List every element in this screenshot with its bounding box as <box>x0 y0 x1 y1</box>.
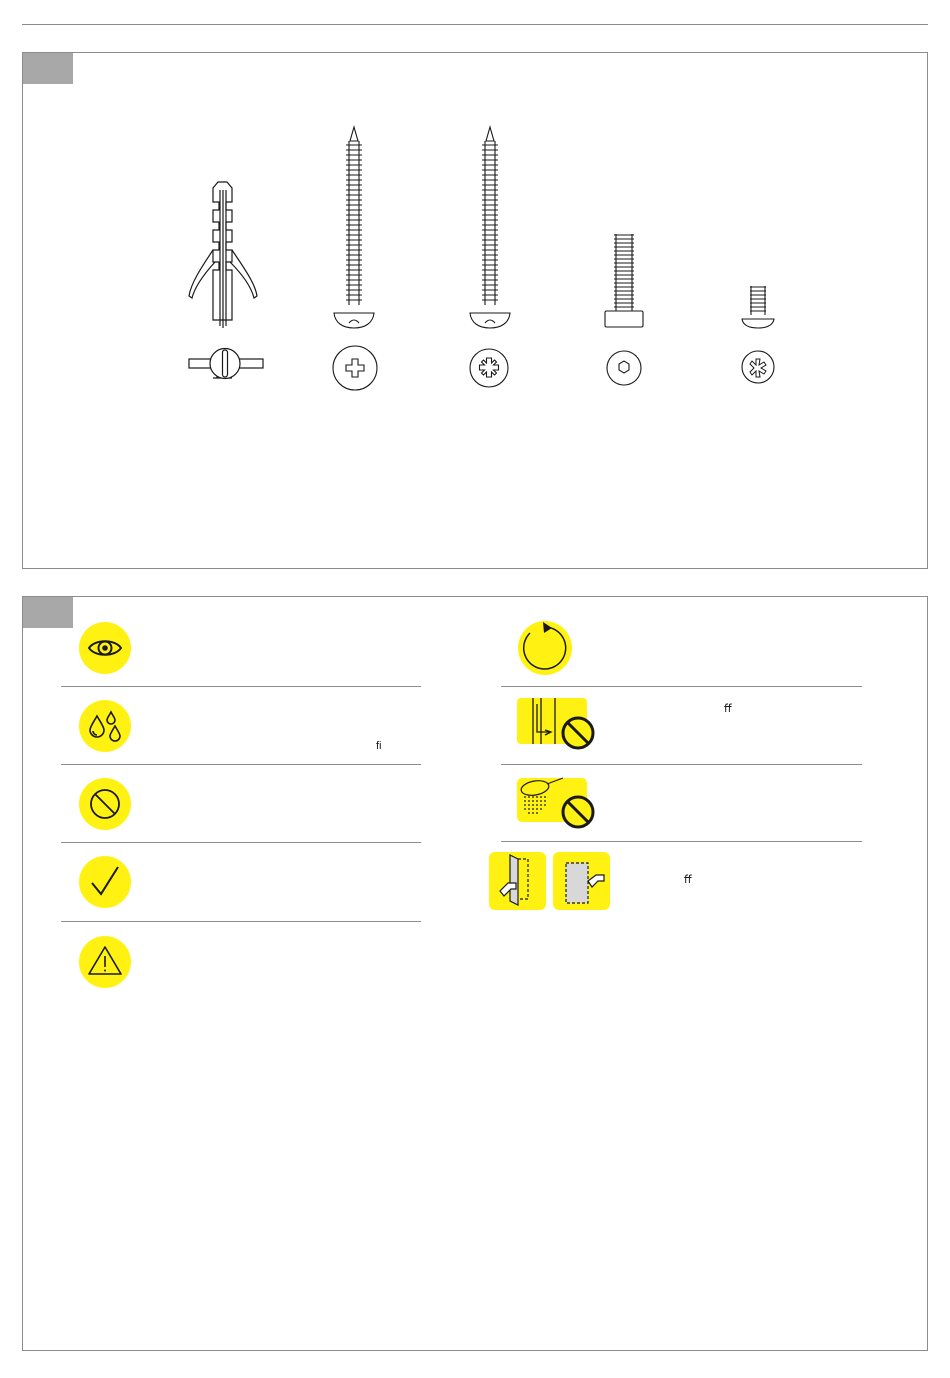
long-pan-head-screw-icon <box>329 123 379 333</box>
symbol-text: ﬁ <box>376 740 382 752</box>
eye-icon <box>79 622 131 674</box>
checkmark-icon <box>79 856 131 908</box>
hex-socket-head-icon <box>605 349 643 387</box>
long-pozi-head-screw-icon <box>465 123 515 333</box>
water-drops-icon <box>79 700 131 752</box>
divider <box>61 764 421 765</box>
divider <box>61 686 421 687</box>
top-rule <box>22 24 928 25</box>
rotate-icon <box>518 621 572 675</box>
divider <box>501 841 862 842</box>
machine-bolt-icon <box>601 231 647 331</box>
no-door-hanging-icon <box>515 696 601 752</box>
symbol-text: ﬀ <box>684 874 692 886</box>
symbols-panel <box>22 596 928 1351</box>
divider <box>501 686 862 687</box>
divider <box>61 842 421 843</box>
prohibited-icon <box>79 778 131 830</box>
phillips-head-icon <box>331 344 379 392</box>
wall-plug-top-icon <box>186 345 266 383</box>
tri-wing-head-icon <box>740 349 776 385</box>
section-tab <box>23 53 73 84</box>
divider <box>61 921 421 922</box>
symbol-text: ﬀ <box>724 703 732 715</box>
no-shower-spray-icon <box>515 774 601 832</box>
pozidriv-head-icon <box>468 347 510 389</box>
sticker-removal-icon <box>488 851 612 911</box>
divider <box>501 764 862 765</box>
short-screw-icon <box>739 283 777 331</box>
hardware-panel <box>22 52 928 569</box>
warning-triangle-icon <box>79 936 131 988</box>
section-tab <box>23 597 73 628</box>
